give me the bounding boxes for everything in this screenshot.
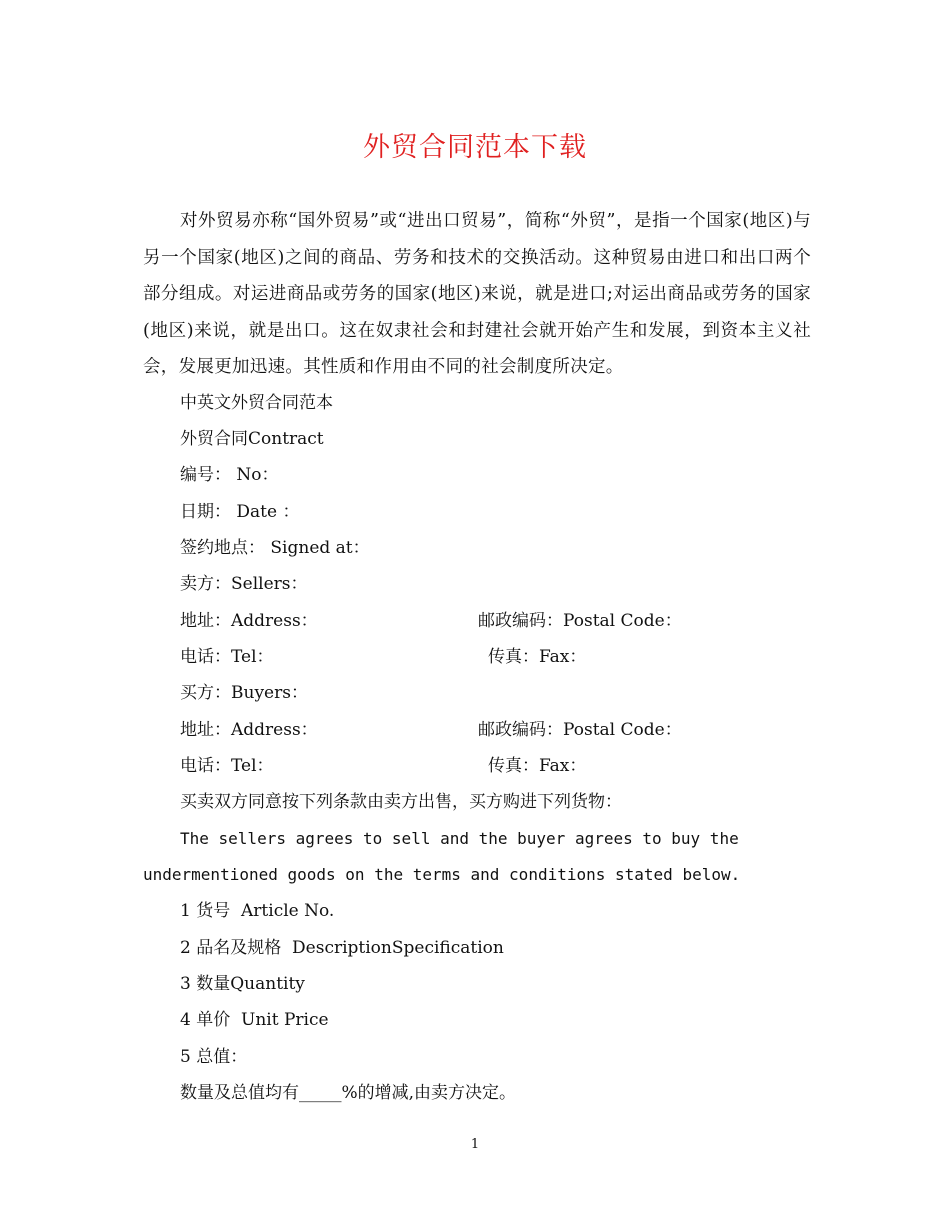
item-article-no: 1 货号 Article No. [180,901,335,921]
item-quantity: 3 数量Quantity [180,974,305,994]
contract-date-label: 日期： Date ： [180,502,300,522]
contract-title: 外贸合同Contract [180,429,324,449]
item-description: 2 品名及规格 DescriptionSpecification [180,938,504,958]
section-heading: 中英文外贸合同范本 [180,393,333,413]
intro-paragraph: 对外贸易亦称“国外贸易”或“进出口贸易”，简称“外贸”，是指一个国家(地区)与另一个国家(地区)之间的商品、劳务和技术的交换活动。这种贸易由进口和出口两个部分组成。对运进商品或劳务的国家(地区)来说，就是进口;对运出商品或劳务的国家(地区)来说，就是出口。这在奴隶社会和封建社会就开始产生和发展，到资本主义社会，发展更加迅速。其性质和作用由不同的社会制度所决定。 [143,211,811,378]
sellers-fax-label: 传真：Fax： [488,647,587,667]
tolerance-note: 数量及总值均有_____%的增减,由卖方决定。 [180,1083,517,1103]
signed-at-label: 签约地点： Signed at： [180,538,370,558]
page-number: 1 [470,1137,480,1152]
item-total-value: 5 总值： [180,1047,248,1067]
sellers-postal-code-label: 邮政编码：Postal Code： [478,611,682,631]
agreement-english-line-2: undermentioned goods on the terms and conditions stated below. [143,865,741,884]
contract-number-label: 编号： No： [180,465,279,485]
sellers-address-label: 地址：Address： [180,611,318,631]
agreement-english-line-1: The sellers agrees to sell and the buyer agrees to buy the [180,829,739,848]
document-title: 外贸合同范本下载 [363,132,587,163]
item-unit-price: 4 单价 Unit Price [180,1010,329,1030]
buyers-address-label: 地址：Address： [180,720,318,740]
agreement-chinese: 买卖双方同意按下列条款由卖方出售，买方购进下列货物： [180,792,622,812]
buyers-label: 买方：Buyers： [180,683,308,703]
buyers-fax-label: 传真：Fax： [488,756,587,776]
buyers-tel-label: 电话：Tel： [180,756,274,776]
sellers-label: 卖方：Sellers： [180,574,308,594]
buyers-postal-code-label: 邮政编码：Postal Code： [478,720,682,740]
sellers-tel-label: 电话：Tel： [180,647,274,667]
